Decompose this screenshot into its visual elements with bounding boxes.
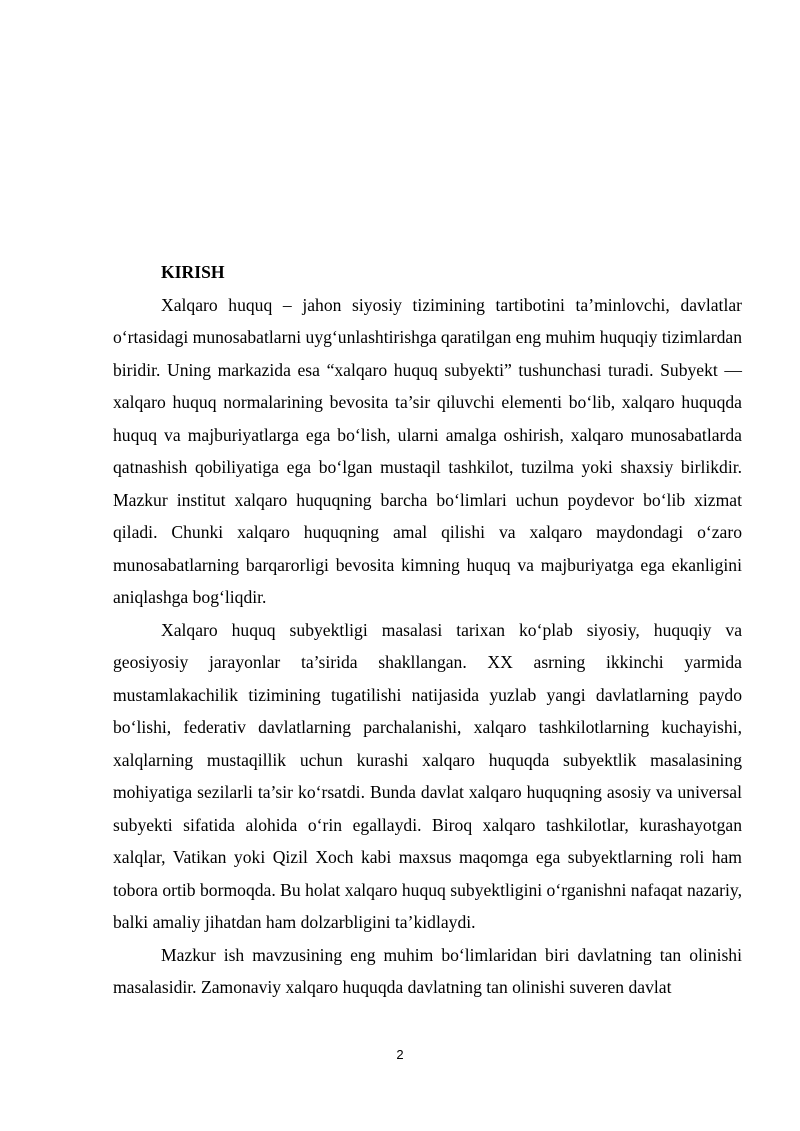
paragraph-3: Mazkur ish mavzusining eng muhim bo‘limlaridan biri davlatning tan olinishi masalasidir. Zamonaviy xalqaro huquqda davlatning tan olinishi suveren davlat [113,944,742,997]
paragraph-1: Xalqaro huquq – jahon siyosiy tizimining tartibotini ta’minlovchi, davlatlar o‘rtasidagi munosabatlarni uyg‘unlashtirishga qaratilgan eng muhim huquqiy tizimlardan biridir. Uning markazida esa “xalqaro huquq subyekti” tushunchasi turadi. Subyekt — xalqaro huquq normalarining bevosita ta’sir qiluvchi elementi bo‘lib, xalqaro huquqda huquq va majburiyatlarga ega bo‘lish, ularni amalga oshirish, xalqaro munosabatlarda qatnashish qobiliyatiga ega bo‘lgan mustaqil tashkilot, tuzilma yoki shaxsiy birlikdir. Mazkur institut xalqaro huquqning barcha bo‘limlari uchun poydevor bo‘lib xizmat qiladi. Chunki xalqaro huquqning amal qilishi va xalqaro maydondagi o‘zaro munosabatlarning barqarorligi bevosita kimning huquq va majburiyatga ega ekanligini aniqlashga bog‘liqdir. [113,294,742,607]
page-number: 2 [396,1047,404,1062]
paragraph-2: Xalqaro huquq subyektligi masalasi tarixan ko‘plab siyosiy, huquqiy va geosiyosiy jarayonlar ta’sirida shakllangan. XX asrning ikkinchi yarmida mustamlakachilik tizimining tugatilishi natijasida yuzlab yangi davlatlarning paydo bo‘lishi, federativ davlatlarning parchalanishi, xalqaro tashkilotlarning kuchayishi, xalqlarning mustaqillik uchun kurashi xalqaro huquqda subyektlik masalasining mohiyatiga sezilarli ta’sir ko‘rsatdi. Bunda davlat xalqaro huquqning asosiy va universal subyekti sifatida alohida o‘rin egallaydi. Biroq xalqaro tashkilotlar, kurashayotgan xalqlar, Vatikan yoki Qizil Xoch kabi maxsus maqomga ega subyektlarning roli ham tobora ortib bormoqda. Bu holat xalqaro huquq subyektligini o‘rganishni nafaqat nazariy, balki amaliy jihatdan ham dolzarbligini ta’kidlaydi. [113,619,742,932]
page-body [113,256,742,1004]
section-heading: KIRISH [161,262,225,282]
